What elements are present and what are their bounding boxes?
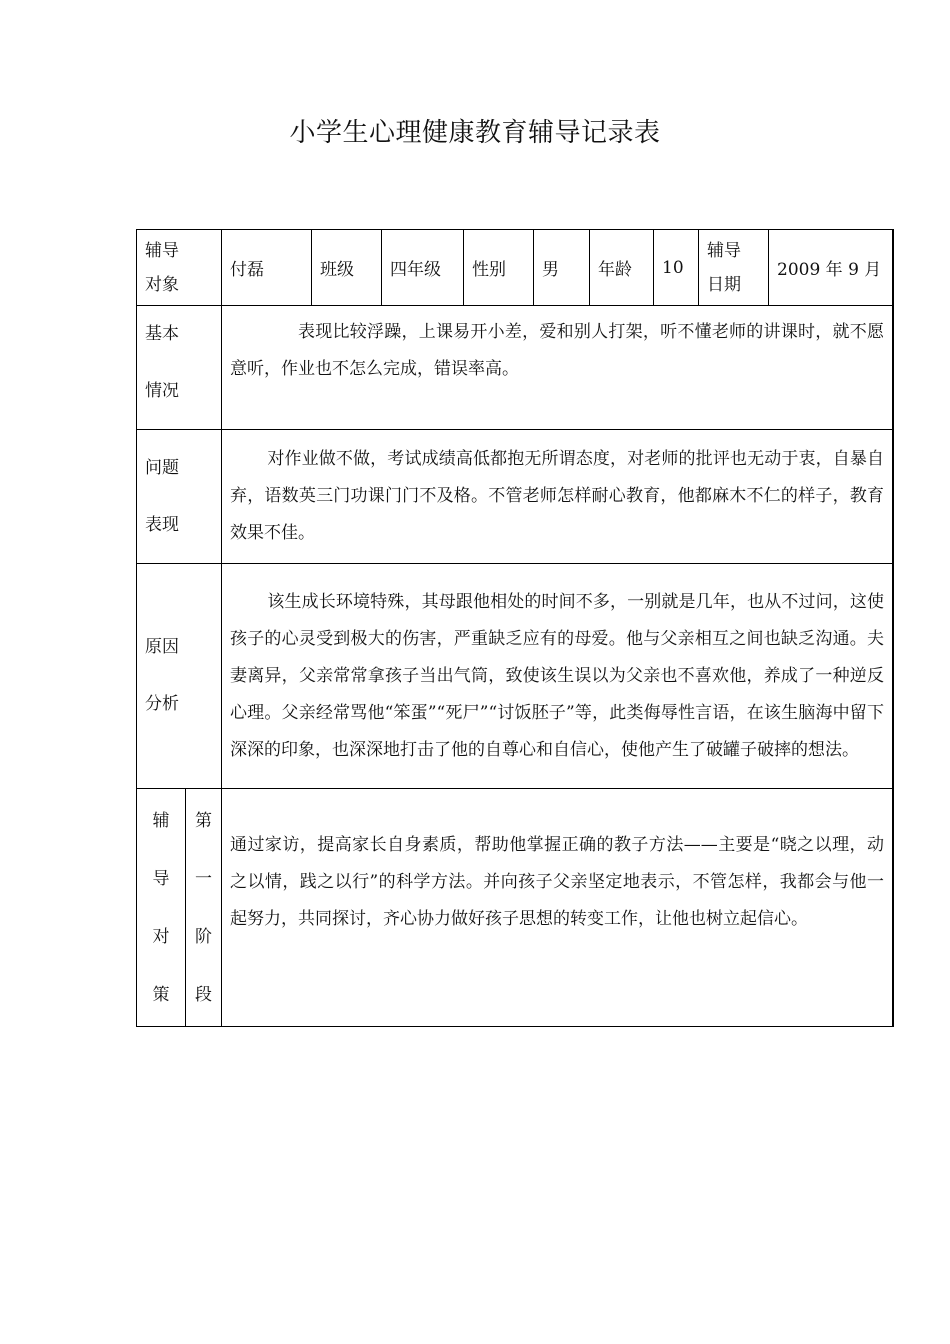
strategy-label: 辅 导 对 策 [137,789,186,1027]
cause-text: 该生成长环境特殊，其母跟他相处的时间不多，一别就是几年，也从不过问，这使孩子的心灵受到极大的伤害，严重缺乏应有的母爱。他与父亲相互之间也缺乏沟通。夫妻离异，父亲常常拿孩子当出气筒，致使该生误以为父亲也不喜欢他，养成了一种逆反心理。父亲经常骂他“笨蛋”“死尸”“讨饭胚子”等，此类侮辱性言语，在该生脑海中留下深深的印象，也深深地打击了他的自尊心和自信心，使他产生了破罐子破摔的想法。 [222,564,893,789]
cause-row [137,564,893,789]
problem-row [137,430,893,564]
date-label: 辅导 日期 [699,230,769,306]
table-right-rule [892,229,894,1027]
strategy-text: 通过家访，提高家长自身素质，帮助他掌握正确的教子方法——主要是“晓之以理，动之以情，践之以行”的科学方法。并向孩子父亲坚定地表示，不管怎样，我都会与他一起努力，共同探讨，齐心协力做好孩子思想的转变工作，让他也树立起信心。 [222,789,893,1027]
gender-label: 性别 [464,230,534,306]
problem-label: 问题 表现 [137,430,222,564]
counseling-record-table [136,229,893,1027]
cause-label: 原因 分析 [137,564,222,789]
basic-row [137,306,893,430]
date-value: 2009 年 9 月 [769,230,893,306]
subject-label: 辅导 对象 [137,230,222,306]
subject-value: 付磊 [222,230,312,306]
page-title: 小学生心理健康教育辅导记录表 [289,118,661,148]
basic-text: 表现比较浮躁，上课易开小差，爱和别人打架，听不懂老师的讲课时，就不愿意听，作业也不怎么完成，错误率高。 [222,306,893,430]
basic-label: 基本 情况 [137,306,222,430]
stage-label: 第 一 阶 段 [186,789,222,1027]
strategy-row [137,789,893,1027]
class-value: 四年级 [382,230,464,306]
header-row [137,230,893,306]
age-value: 10 [654,230,699,306]
problem-text: 对作业做不做，考试成绩高低都抱无所谓态度，对老师的批评也无动于衷，自暴自弃，语数英三门功课门门不及格。不管老师怎样耐心教育，他都麻木不仁的样子，教育效果不佳。 [222,430,893,564]
gender-value: 男 [534,230,590,306]
class-label: 班级 [312,230,382,306]
age-label: 年龄 [590,230,654,306]
